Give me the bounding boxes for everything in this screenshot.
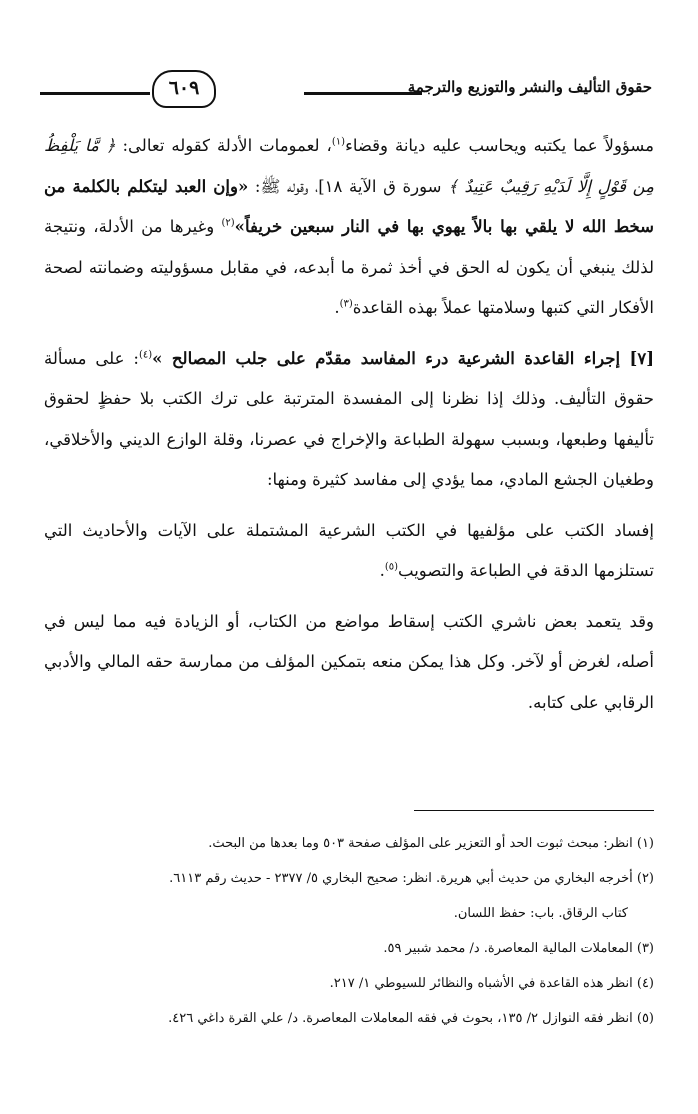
text-run: : على مسألة حقوق التأليف. وذلك إذا نظرنا إلى المفسدة المترتبة على ترك الكتب بلا حفظٍ لحقوق تأليفها وطبعها، وبسبب سهولة الطباعة والإخراج في عصرنا، وقلة الوازع الديني والأخلاقي، وطغيان الجشع المادي، مما يؤدي إلى مفاسد كثيرة ومنها: — [44, 348, 654, 489]
paragraph-1 — [44, 126, 654, 329]
text-run: وغيرها من الأدلة، ونتيجة لذلك ينبغي أن يكون له الحق في أخذ ثمرة ما أبدعه، في مقابل مسؤوليته وضمانته لصحة الأفكار التي كتبها وسلامتها عملاً بهذه القاعدة — [44, 217, 654, 317]
paragraph-4 — [44, 602, 654, 724]
section-heading: [٧] إجراء القاعدة الشرعية درء المفاسد مقدّم على جلب المصالح » — [152, 348, 654, 368]
hadith-quote: «وإن العبد ليتكلم بالكلمة من سخط الله لا يلقي بها بالاً يهوي بها في النار سبعين خريفاً» — [44, 176, 655, 236]
running-title: حقوق التأليف والنشر والتوزيع والترجمة — [407, 78, 652, 96]
header-rule — [304, 92, 422, 95]
quran-verse: ﴿ مَّا يَلْفِظُ مِن قَوْلٍ إِلَّا لَدَيْهِ رَقِيبٌ عَتِيدٌ ﴾ — [44, 136, 654, 196]
text-run: ، لعمومات الأدلة كقوله تعالى: — [115, 136, 332, 155]
footnote-1: (١) انظر: مبحث ثبوت الحد أو التعزير على المؤلف صفحة ٥٠٣ وما بعدها من البحث. — [208, 836, 654, 851]
text-run: . — [379, 561, 385, 580]
paragraph-2 — [44, 339, 654, 501]
footnote-5: (٥) انظر فقه النوازل ٢/ ١٣٥، بحوث في فقه المعاملات المعاصرة. د/ علي القرة داغي ٤٢٦. — [168, 1011, 654, 1026]
footnote-3: (٣) المعاملات المالية المعاصرة. د/ محمد شبير ٥٩. — [383, 941, 654, 956]
footnote-2-continued: كتاب الرقاق. باب: حفظ اللسان. — [453, 906, 628, 921]
text-run: مسؤولاً عما يكتبه ويحاسب عليه ديانة وقضاء — [345, 136, 654, 155]
paragraph-3 — [44, 511, 654, 592]
text-run: . — [334, 298, 340, 317]
footnote-2: (٢) أخرجه البخاري من حديث أبي هريرة. انظر: صحيح البخاري ٥/ ٢٣٧٧ - حديث رقم ٦١١٣. — [169, 871, 654, 886]
main-text — [44, 126, 654, 723]
footnote-4: (٤) انظر هذه القاعدة في الأشباه والنظائر للسيوطي ١/ ٢١٧. — [329, 976, 654, 991]
text-run: وقد يتعمد بعض ناشري الكتب إسقاط مواضع من الكتاب، أو الزيادة فيه مما ليس في أصله، لغرض أو لآخر. وكل هذا يمكن منعه بتمكين المؤلف من ممارسة حقه المالي والأدبي الرقابي على كتابه. — [44, 611, 654, 712]
footnote-ref: (٥) — [384, 561, 399, 573]
footnote-separator — [414, 810, 654, 811]
footnote-ref: (١) — [331, 136, 346, 148]
footnote-ref: (٤) — [138, 349, 153, 360]
footnote-ref: (٣) — [339, 298, 353, 310]
footnote-ref: (٢) — [221, 217, 235, 229]
page-header — [40, 68, 652, 112]
header-rule — [40, 92, 150, 95]
text-run: سورة ق الآية ١٨]، وقوله ﷺ: — [248, 176, 449, 196]
text-run: إفساد الكتب على مؤلفيها في الكتب الشرعية المشتملة على الآيات والأحاديث التي تستلزمها الدقة في الطباعة والتصويب — [44, 520, 654, 580]
footnotes — [44, 826, 654, 1036]
page-number: ٦٠٩ — [152, 70, 216, 108]
